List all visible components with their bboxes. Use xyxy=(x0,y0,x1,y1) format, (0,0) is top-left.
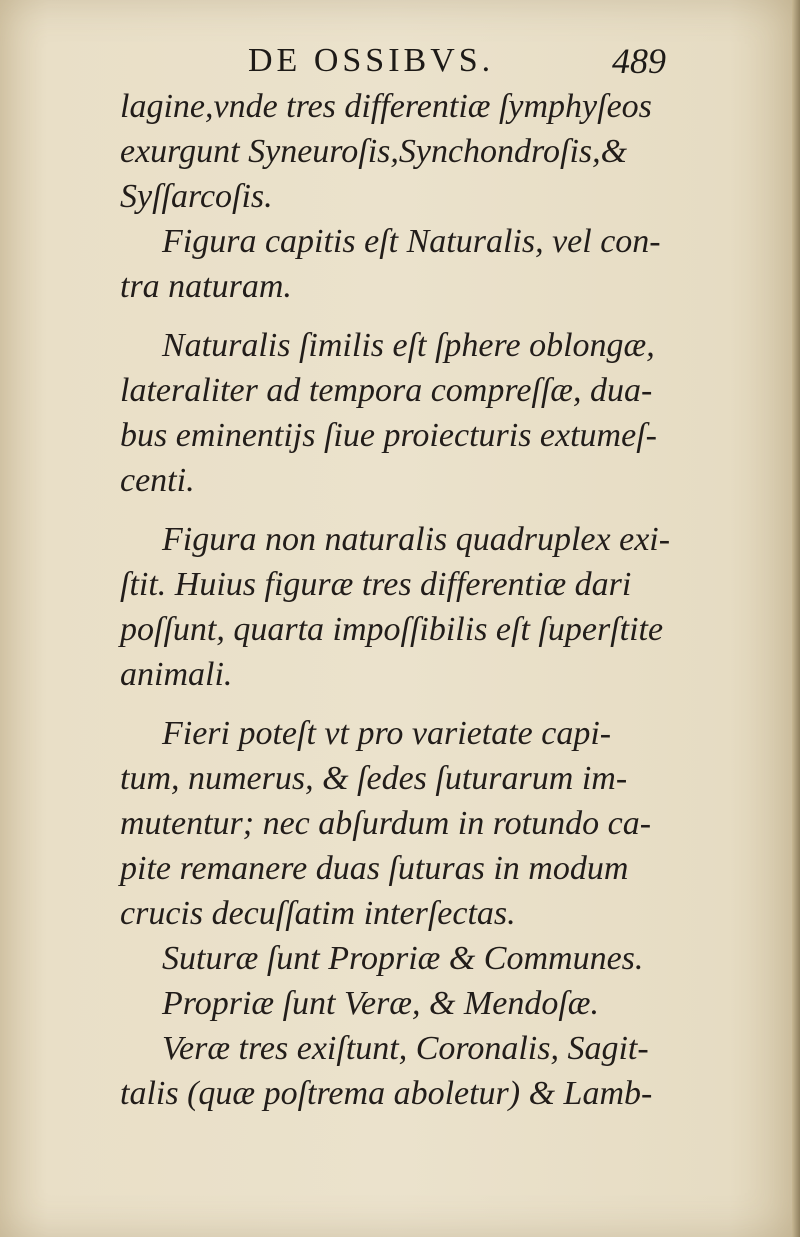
body-text xyxy=(120,84,720,1116)
text-line: tum, numerus, & ſedes ſuturarum im- xyxy=(120,760,628,797)
page-number: 489 xyxy=(612,41,666,81)
text-line: mutentur; nec abſurdum in rotundo ca- xyxy=(120,805,652,842)
text-line: crucis decuſſatim interſectas. xyxy=(120,895,516,932)
text-line: Fieri poteſt vt pro varietate capi- xyxy=(162,715,612,752)
text-line: bus eminentijs ſiue proiecturis extumeſ- xyxy=(120,417,657,454)
text-line: centi. xyxy=(120,462,195,499)
text-line: Propriæ ſunt Veræ, & Mendoſæ. xyxy=(162,985,599,1022)
running-head: DE OSSIBVS. xyxy=(248,42,495,79)
text-line: animali. xyxy=(120,656,233,693)
text-line: pite remanere duas ſuturas in modum xyxy=(120,850,629,887)
text-line: poſſunt, quarta impoſſibilis eſt ſuperſtite xyxy=(120,611,664,648)
text-line: exurgunt Syneuroſis,Synchondroſis,& xyxy=(120,133,628,170)
text-line: Syſſarcoſis. xyxy=(120,178,273,215)
text-line: Veræ tres exiſtunt, Coronalis, Sagit- xyxy=(162,1030,649,1067)
text-line: Figura capitis eſt Naturalis, vel con- xyxy=(162,223,661,260)
text-line: lateraliter ad tempora compreſſæ, dua- xyxy=(120,372,653,409)
text-line: Figura non naturalis quadruplex exi- xyxy=(162,521,671,558)
text-line: Suturæ ſunt Propriæ & Communes. xyxy=(162,940,644,977)
page-edge xyxy=(792,0,800,1237)
text-line: ſtit. Huius figuræ tres differentiæ dari xyxy=(120,566,632,603)
page-header xyxy=(0,38,792,88)
text-line: talis (quæ poſtrema aboletur) & Lamb- xyxy=(120,1075,653,1112)
text-line: lagine,vnde tres differentiæ ſymphyſeos xyxy=(120,88,652,125)
text-line: tra naturam. xyxy=(120,268,292,305)
text-line: Naturalis ſimilis eſt ſphere oblongæ, xyxy=(162,327,655,364)
